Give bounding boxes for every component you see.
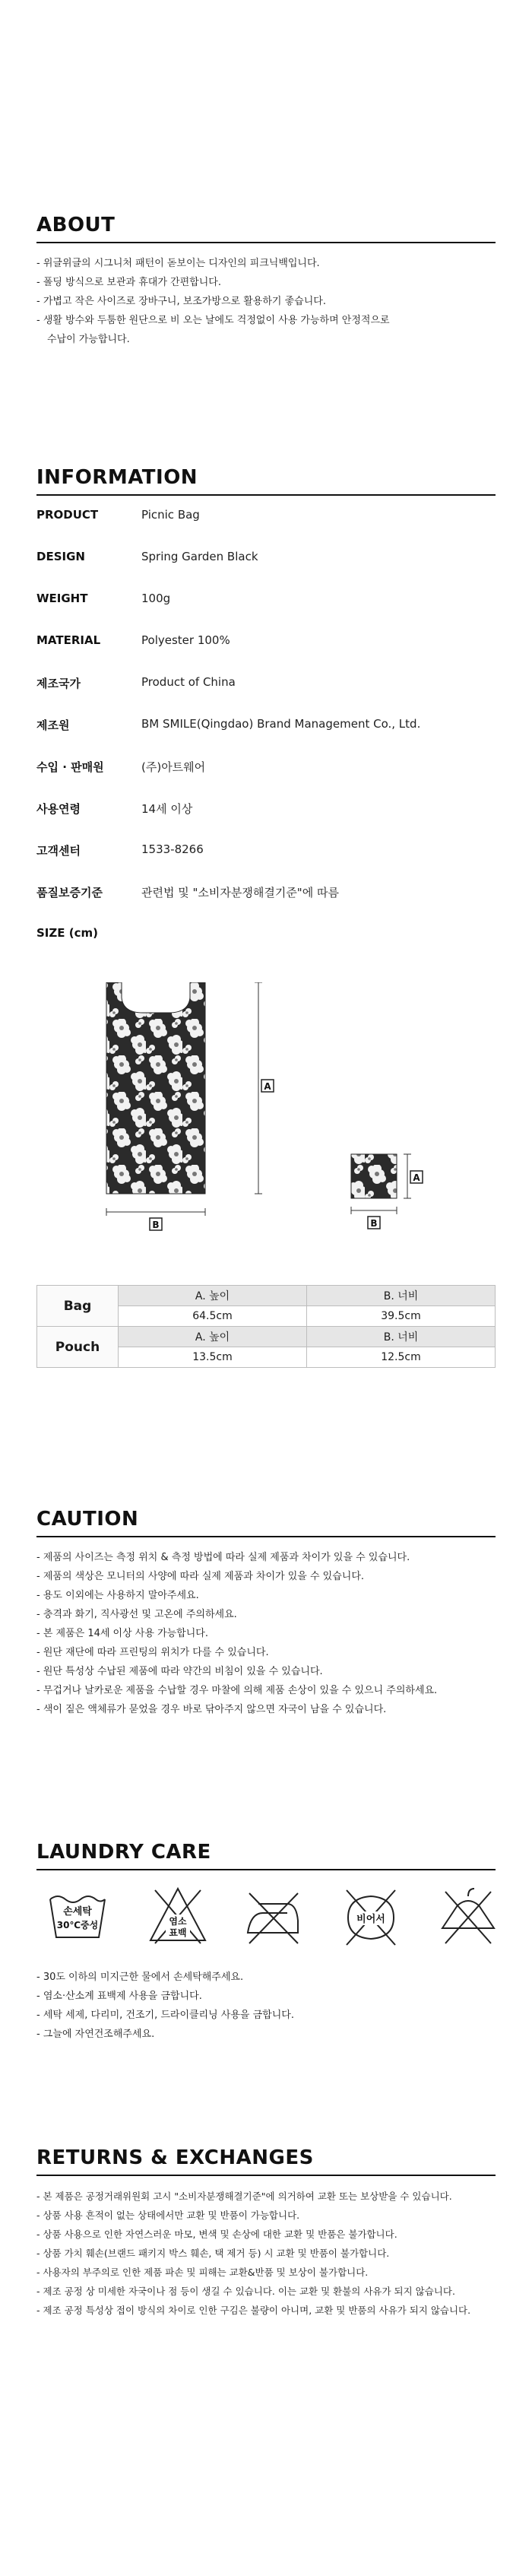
laundry-divider — [36, 1869, 496, 1870]
info-key: 제조원 — [36, 719, 70, 732]
no-iron-icon — [243, 1883, 304, 1951]
list-item: - 색이 짙은 액체류가 묻었을 경우 바로 닦아주지 않으면 자국이 남을 수 있습니다. — [36, 1704, 387, 1715]
size-col-height: A. 높이 — [119, 1327, 307, 1347]
list-item: - 폴딩 방식으로 보관과 휴대가 간편합니다. — [36, 277, 221, 288]
list-item: - 충격과 화기, 직사광선 및 고온에 주의하세요. — [36, 1609, 237, 1620]
list-item: - 상품 사용 흔적이 없는 상태에서만 교환 및 반품이 가능합니다. — [36, 2210, 300, 2221]
no-bleach-icon — [147, 1883, 208, 1951]
about-list — [36, 254, 496, 349]
information-section — [36, 465, 496, 1408]
size-row-label-bag: Bag — [37, 1286, 119, 1327]
svg-text:염소: 염소 — [169, 1916, 187, 1927]
list-item: - 위글위글의 시그니처 패턴이 돋보이는 디자인의 피크닉백입니다. — [36, 258, 320, 269]
info-value: Spring Garden Black — [141, 550, 258, 563]
laundry-list — [36, 1968, 496, 2044]
info-key: MATERIAL — [36, 633, 101, 647]
info-value: (주)아트웨어 — [141, 760, 206, 774]
info-value: Product of China — [141, 675, 236, 689]
info-key: 사용연령 — [36, 802, 81, 816]
pouch-illustration — [351, 1154, 397, 1198]
hand-wash-icon — [47, 1883, 108, 1951]
size-pouch-width: 12.5cm — [307, 1347, 496, 1368]
size-bag-width: 39.5cm — [307, 1306, 496, 1327]
info-row-importer — [36, 759, 496, 777]
information-divider — [36, 494, 496, 496]
info-value: 14세 이상 — [141, 802, 193, 816]
info-row-size — [36, 926, 496, 944]
size-col-width: B. 너비 — [307, 1286, 496, 1306]
size-col-height: A. 높이 — [119, 1286, 307, 1306]
list-item: - 세탁 세제, 다리미, 건조기, 드라이클리닝 사용을 금합니다. — [36, 2010, 294, 2021]
info-value: 1533-8266 — [141, 842, 204, 856]
laundry-icons — [36, 1883, 496, 1959]
caution-section — [36, 1507, 496, 1719]
returns-divider — [36, 2175, 496, 2176]
list-item: - 상품 사용으로 인한 자연스러운 마모, 변색 및 손상에 대한 교환 및 반품은 불가합니다. — [36, 2229, 397, 2240]
list-item: - 제품의 사이즈는 측정 위치 & 측정 방법에 따라 실제 제품과 차이가 있을 수 있습니다. — [36, 1552, 410, 1563]
size-diagram — [36, 982, 496, 1233]
laundry-section — [36, 1840, 496, 2044]
info-key: 품질보증기준 — [36, 886, 103, 899]
list-item: - 가볍고 작은 사이즈로 장바구니, 보조가방으로 활용하기 좋습니다. — [36, 296, 326, 307]
list-item: - 원단 재단에 따라 프린팅의 위치가 다를 수 있습니다. — [36, 1647, 269, 1658]
list-item: - 본 제품은 14세 이상 사용 가능합니다. — [36, 1628, 208, 1639]
info-row-manufacturer — [36, 717, 496, 735]
no-dry-clean-icon — [438, 1883, 499, 1951]
info-key: SIZE (cm) — [36, 926, 98, 940]
pouch-width-label: B — [370, 1218, 378, 1229]
list-item: - 제조 공정 특성상 접이 방식의 차이로 인한 구김은 불량이 아니며, 교환 및 반품의 사유가 되지 않습니다. — [36, 2305, 471, 2316]
list-item: - 본 제품은 공정거래위원회 고시 "소비자분쟁해결기준"에 의거하여 교환 또는 보상받을 수 있습니다. — [36, 2191, 452, 2202]
list-item: - 제품의 색상은 모니터의 사양에 따라 실제 제품과 차이가 있을 수 있습니다. — [36, 1571, 365, 1582]
returns-section — [36, 2146, 496, 2320]
svg-text:30℃중성: 30℃중성 — [56, 1920, 99, 1930]
info-value: Picnic Bag — [141, 508, 200, 522]
size-table — [36, 1285, 496, 1368]
info-value: BM SMILE(Qingdao) Brand Management Co., Ltd. — [141, 717, 421, 731]
list-item: - 제조 공정 상 미세한 자국이나 점 등이 생길 수 있습니다. 이는 교환 및 환불의 사유가 되지 않습니다. — [36, 2286, 455, 2297]
table-row — [37, 1327, 496, 1347]
caution-title: CAUTION — [36, 1508, 139, 1531]
caution-divider — [36, 1536, 496, 1537]
list-item: - 사용자의 부주의로 인한 제품 파손 및 피해는 교환&반품 및 보상이 불가합니다. — [36, 2267, 369, 2278]
list-item: - 염소·산소계 표백제 사용을 금합니다. — [36, 1991, 202, 2002]
list-item: - 상품 가치 훼손(브랜드 패키지 박스 훼손, 택 제거 등) 시 교환 및 반품이 불가합니다. — [36, 2248, 390, 2259]
info-value: 관련법 및 "소비자분쟁해결기준"에 따름 — [141, 886, 339, 899]
list-item: 수납이 가능합니다. — [47, 334, 130, 345]
info-key: PRODUCT — [36, 508, 99, 522]
bag-height-label: A — [264, 1081, 271, 1092]
info-row-country — [36, 675, 496, 693]
info-row-weight — [36, 592, 496, 610]
info-key: 제조국가 — [36, 677, 81, 690]
size-row-label-pouch: Pouch — [37, 1327, 119, 1368]
bag-width-label: B — [152, 1220, 160, 1230]
bag-illustration — [106, 982, 205, 1194]
about-title: ABOUT — [36, 214, 116, 236]
info-key: 수입 · 판매원 — [36, 760, 104, 774]
size-col-width: B. 너비 — [307, 1327, 496, 1347]
size-pouch-height: 13.5cm — [119, 1347, 307, 1368]
list-item: - 원단 특성상 수납된 제품에 따라 약간의 비침이 있을 수 있습니다. — [36, 1666, 323, 1677]
list-item: - 용도 이외에는 사용하지 말아주세요. — [36, 1590, 199, 1601]
info-row-quality — [36, 884, 496, 903]
svg-text:표백: 표백 — [169, 1927, 187, 1938]
about-divider — [36, 242, 496, 243]
info-value: Polyester 100% — [141, 633, 230, 647]
info-row-customer-center — [36, 842, 496, 861]
about-section — [36, 213, 496, 349]
list-item: - 30도 이하의 미지근한 물에서 손세탁해주세요. — [36, 1972, 244, 1983]
list-item: - 생활 방수와 두툼한 원단으로 비 오는 날에도 걱정없이 사용 가능하며 안정적으로 — [36, 315, 390, 326]
info-row-age — [36, 801, 496, 819]
info-key: 고객센터 — [36, 844, 81, 858]
laundry-title: LAUNDRY CARE — [36, 1841, 211, 1864]
pouch-height-label: A — [413, 1172, 420, 1183]
info-value: 100g — [141, 592, 171, 605]
caution-list — [36, 1548, 496, 1719]
svg-text:손세탁: 손세탁 — [63, 1906, 92, 1918]
size-bag-height: 64.5cm — [119, 1306, 307, 1327]
list-item: - 무겁거나 날카로운 제품을 수납할 경우 마찰에 의해 제품 손상이 있을 수 있으니 주의하세요. — [36, 1685, 438, 1696]
info-row-material — [36, 633, 496, 652]
list-item: - 그늘에 자연건조해주세요. — [36, 2029, 155, 2040]
returns-title: RETURNS & EXCHANGES — [36, 2146, 314, 2169]
svg-text:비어서: 비어서 — [356, 1914, 385, 1925]
returns-list — [36, 2187, 496, 2320]
info-row-design — [36, 550, 496, 568]
info-key: DESIGN — [36, 550, 85, 563]
info-key: WEIGHT — [36, 592, 88, 605]
information-title: INFORMATION — [36, 466, 198, 489]
info-row-product — [36, 508, 496, 526]
no-wring-icon — [340, 1883, 401, 1951]
table-row — [37, 1286, 496, 1306]
